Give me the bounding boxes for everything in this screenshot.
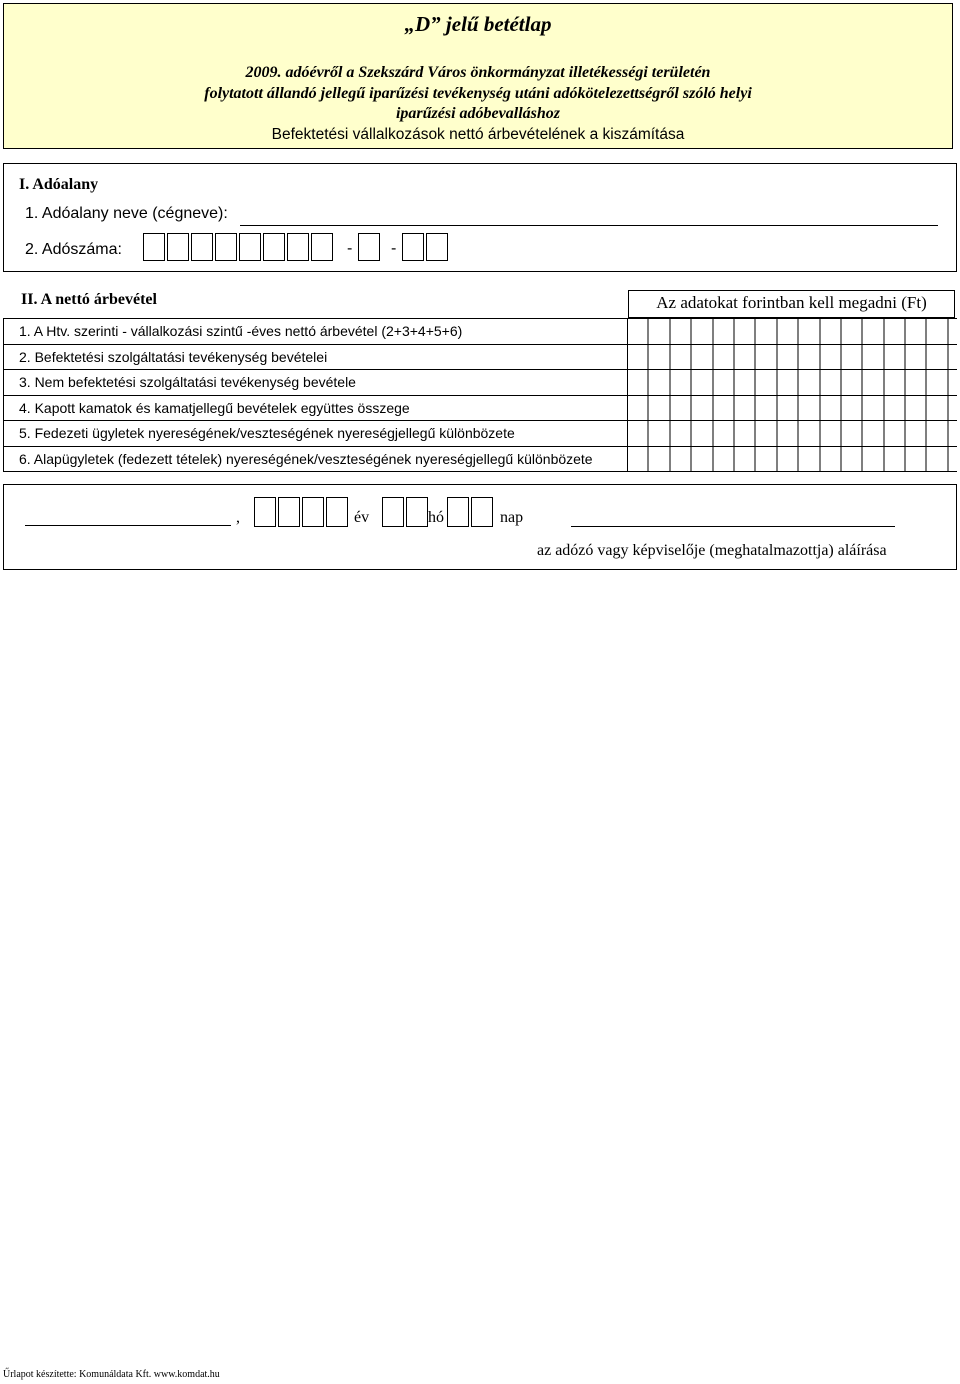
tax-digit-box[interactable] xyxy=(426,233,448,261)
amount-digit-box[interactable] xyxy=(628,421,649,446)
amount-digit-box[interactable] xyxy=(671,345,692,370)
amount-digit-box[interactable] xyxy=(885,345,906,370)
section-revenue-heading: II. A nettó árbevétel xyxy=(21,291,157,308)
amount-digit-box[interactable] xyxy=(863,447,884,471)
amount-boxes[interactable] xyxy=(627,345,949,370)
comma-separator: , xyxy=(236,509,240,526)
revenue-table xyxy=(3,318,957,472)
amount-digit-box[interactable] xyxy=(692,319,713,344)
amount-digit-box[interactable] xyxy=(628,370,649,395)
year-digit-box[interactable] xyxy=(326,497,348,527)
tax-digit-box[interactable] xyxy=(143,233,165,261)
table-row xyxy=(3,318,957,344)
amount-digit-box[interactable] xyxy=(842,396,863,421)
section-taxpayer xyxy=(3,163,957,272)
amount-digit-box[interactable] xyxy=(735,319,756,344)
amount-digit-box[interactable] xyxy=(778,345,799,370)
section-taxpayer-heading: I. Adóalany xyxy=(19,176,99,193)
amount-digit-box[interactable] xyxy=(649,396,670,421)
tax-digit-box[interactable] xyxy=(311,233,333,261)
month-digit-box[interactable] xyxy=(382,497,404,527)
form-subtitle-line-1: 2009. adóévről a Szekszárd Város önkormányzat illetékességi területén xyxy=(245,64,711,81)
amount-digit-box[interactable] xyxy=(778,370,799,395)
amount-digit-box[interactable] xyxy=(671,370,692,395)
day-digit-box[interactable] xyxy=(447,497,469,527)
form-subtitle-line-4: Befektetési vállalkozások nettó árbevételének a kiszámítása xyxy=(271,126,685,143)
tax-digit-box[interactable] xyxy=(191,233,213,261)
day-label: nap xyxy=(500,509,524,526)
amount-digit-box[interactable] xyxy=(735,345,756,370)
amount-boxes[interactable] xyxy=(627,421,949,446)
amount-digit-box[interactable] xyxy=(692,421,713,446)
amount-digit-box[interactable] xyxy=(842,447,863,471)
amount-digit-box[interactable] xyxy=(799,421,820,446)
taxpayer-name-input-line[interactable] xyxy=(240,225,938,226)
amount-digit-box[interactable] xyxy=(821,319,842,344)
amount-digit-box[interactable] xyxy=(714,396,735,421)
amount-digit-box[interactable] xyxy=(735,396,756,421)
amount-digit-box[interactable] xyxy=(885,421,906,446)
amount-digit-box[interactable] xyxy=(799,370,820,395)
signature-section xyxy=(3,484,957,570)
amount-digit-box[interactable] xyxy=(821,447,842,471)
revenue-row-label: 6. Alapügyletek (fedezett tételek) nyereségének/veszteségének nyereségjellegű különbözete xyxy=(19,450,593,467)
amount-digit-box[interactable] xyxy=(927,396,948,421)
place-input-line[interactable] xyxy=(25,525,231,526)
currency-note: Az adatokat forintban kell megadni (Ft) xyxy=(628,290,955,318)
revenue-row-label: 2. Befektetési szolgáltatási tevékenység bevételei xyxy=(19,348,328,365)
tax-digit-box[interactable] xyxy=(287,233,309,261)
revenue-row-label: 4. Kapott kamatok és kamatjellegű bevételek együttes összege xyxy=(19,399,410,416)
amount-digit-box[interactable] xyxy=(821,421,842,446)
amount-digit-box[interactable] xyxy=(842,319,863,344)
amount-digit-box[interactable] xyxy=(927,370,948,395)
tax-digit-box[interactable] xyxy=(239,233,261,261)
year-boxes[interactable] xyxy=(254,497,350,527)
amount-digit-box[interactable] xyxy=(906,447,927,471)
table-row xyxy=(3,420,957,446)
tax-digit-box[interactable] xyxy=(358,233,380,261)
tax-number-county-boxes[interactable] xyxy=(402,233,450,261)
amount-digit-box[interactable] xyxy=(756,421,777,446)
amount-digit-box[interactable] xyxy=(714,345,735,370)
amount-digit-box[interactable] xyxy=(756,319,777,344)
tax-digit-box[interactable] xyxy=(263,233,285,261)
amount-digit-box[interactable] xyxy=(735,447,756,471)
amount-digit-box[interactable] xyxy=(692,447,713,471)
amount-digit-box[interactable] xyxy=(671,447,692,471)
amount-digit-box[interactable] xyxy=(799,319,820,344)
amount-digit-box[interactable] xyxy=(778,447,799,471)
day-digit-box[interactable] xyxy=(471,497,493,527)
tax-digit-box[interactable] xyxy=(402,233,424,261)
year-label: év xyxy=(354,509,370,526)
signature-caption: az adózó vagy képviselője (meghatalmazottja) aláírása xyxy=(537,542,887,559)
amount-digit-box[interactable] xyxy=(756,345,777,370)
amount-digit-box[interactable] xyxy=(756,447,777,471)
amount-digit-box[interactable] xyxy=(863,345,884,370)
amount-boxes[interactable] xyxy=(627,319,949,344)
amount-digit-box[interactable] xyxy=(906,319,927,344)
amount-digit-box[interactable] xyxy=(649,319,670,344)
year-digit-box[interactable] xyxy=(278,497,300,527)
amount-digit-box[interactable] xyxy=(692,345,713,370)
year-digit-box[interactable] xyxy=(254,497,276,527)
amount-digit-box[interactable] xyxy=(927,421,948,446)
amount-digit-box[interactable] xyxy=(714,421,735,446)
amount-digit-box[interactable] xyxy=(714,447,735,471)
amount-digit-box[interactable] xyxy=(778,319,799,344)
amount-digit-box[interactable] xyxy=(649,447,670,471)
amount-digit-box[interactable] xyxy=(863,396,884,421)
amount-digit-box[interactable] xyxy=(778,421,799,446)
amount-digit-box[interactable] xyxy=(821,396,842,421)
amount-digit-box[interactable] xyxy=(714,370,735,395)
amount-digit-box[interactable] xyxy=(756,370,777,395)
amount-digit-box[interactable] xyxy=(863,370,884,395)
amount-digit-box[interactable] xyxy=(885,396,906,421)
amount-digit-box[interactable] xyxy=(735,421,756,446)
amount-digit-box[interactable] xyxy=(863,421,884,446)
amount-digit-box[interactable] xyxy=(671,319,692,344)
amount-digit-box[interactable] xyxy=(799,447,820,471)
amount-digit-box[interactable] xyxy=(649,421,670,446)
tax-number-separator: - xyxy=(391,240,397,257)
amount-digit-box[interactable] xyxy=(885,447,906,471)
year-digit-box[interactable] xyxy=(302,497,324,527)
amount-digit-box[interactable] xyxy=(885,370,906,395)
amount-digit-box[interactable] xyxy=(628,447,649,471)
amount-digit-box[interactable] xyxy=(863,319,884,344)
tax-digit-box[interactable] xyxy=(215,233,237,261)
revenue-row-label: 1. A Htv. szerinti - vállalkozási szintű -éves nettó árbevétel (2+3+4+5+6) xyxy=(19,323,463,339)
amount-digit-box[interactable] xyxy=(692,370,713,395)
amount-digit-box[interactable] xyxy=(821,370,842,395)
amount-digit-box[interactable] xyxy=(692,396,713,421)
table-row xyxy=(3,344,957,370)
revenue-row-label: 5. Fedezeti ügyletek nyereségének/veszteségének nyereségjellegű különbözete xyxy=(19,425,515,442)
revenue-row-label: 3. Nem befektetési szolgáltatási tevékenység bevétele xyxy=(19,374,356,391)
amount-digit-box[interactable] xyxy=(906,345,927,370)
amount-digit-box[interactable] xyxy=(799,345,820,370)
signature-input-line[interactable] xyxy=(571,526,895,527)
amount-digit-box[interactable] xyxy=(756,396,777,421)
amount-digit-box[interactable] xyxy=(671,396,692,421)
amount-digit-box[interactable] xyxy=(649,345,670,370)
table-row xyxy=(3,446,957,472)
amount-digit-box[interactable] xyxy=(842,345,863,370)
amount-digit-box[interactable] xyxy=(927,447,948,471)
amount-digit-box[interactable] xyxy=(628,319,649,344)
amount-digit-box[interactable] xyxy=(799,396,820,421)
tax-digit-box[interactable] xyxy=(167,233,189,261)
amount-digit-box[interactable] xyxy=(842,370,863,395)
month-boxes[interactable] xyxy=(382,497,430,527)
amount-boxes[interactable] xyxy=(627,396,949,421)
amount-digit-box[interactable] xyxy=(906,370,927,395)
amount-digit-box[interactable] xyxy=(927,345,948,370)
amount-digit-box[interactable] xyxy=(649,370,670,395)
tax-number-separator: - xyxy=(347,240,353,257)
taxpayer-name-label: 1. Adóalany neve (cégneve): xyxy=(25,205,228,222)
amount-digit-box[interactable] xyxy=(821,345,842,370)
amount-digit-box[interactable] xyxy=(842,421,863,446)
form-header xyxy=(3,3,953,149)
day-boxes[interactable] xyxy=(447,497,495,527)
table-row xyxy=(3,369,957,395)
tax-number-vat-box[interactable] xyxy=(358,233,382,261)
amount-digit-box[interactable] xyxy=(906,421,927,446)
tax-number-label: 2. Adószáma: xyxy=(25,241,122,258)
form-title: „D” jelű betétlap xyxy=(404,12,552,36)
amount-digit-box[interactable] xyxy=(628,345,649,370)
amount-boxes[interactable] xyxy=(627,447,949,471)
tax-number-main-boxes[interactable] xyxy=(143,233,335,261)
table-row xyxy=(3,395,957,421)
amount-digit-box[interactable] xyxy=(671,421,692,446)
amount-digit-box[interactable] xyxy=(778,396,799,421)
form-subtitle-line-3: iparűzési adóbevalláshoz xyxy=(395,105,560,122)
amount-digit-box[interactable] xyxy=(628,396,649,421)
amount-digit-box[interactable] xyxy=(735,370,756,395)
amount-boxes[interactable] xyxy=(627,370,949,395)
amount-digit-box[interactable] xyxy=(714,319,735,344)
month-label: hó xyxy=(428,509,444,526)
amount-digit-box[interactable] xyxy=(927,319,948,344)
amount-digit-box[interactable] xyxy=(906,396,927,421)
form-subtitle-line-2: folytatott állandó jellegű iparűzési tevékenység utáni adókötelezettségről szóló helyi xyxy=(204,85,752,102)
amount-digit-box[interactable] xyxy=(885,319,906,344)
month-digit-box[interactable] xyxy=(406,497,428,527)
footer-credit: Űrlapot készítette: Komunáldata Kft. www.komdat.hu xyxy=(3,1369,220,1380)
